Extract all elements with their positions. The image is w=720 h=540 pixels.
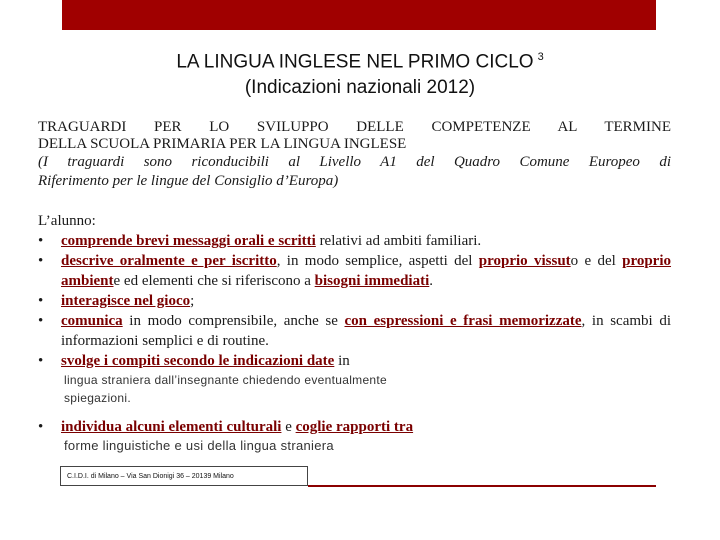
- note-line-1: (I traguardi sono riconducibili al Livello A1 del Quadro Comune Europeo di: [38, 154, 671, 170]
- intro-text: L’alunno:: [38, 213, 96, 229]
- list-item: • interagisce nel gioco;: [38, 293, 195, 309]
- bullet: •: [38, 293, 44, 309]
- heading-line-1: TRAGUARDI PER LO SVILUPPO DELLE COMPETENZE AL TERMINE: [38, 119, 671, 135]
- list-item: • descrive oralmente e per iscritto, in modo semplice, aspetti del proprio vissuto e del proprio ambiente ed elementi che si riferiscono a bisogni immediati.: [38, 253, 672, 289]
- bullet: •: [38, 313, 44, 329]
- bullet: •: [38, 419, 44, 435]
- title-line-2: (Indicazioni nazionali 2012): [244, 77, 476, 99]
- item-5-continuation-1: lingua straniera dall’insegnante chiedendo eventualmente: [64, 373, 388, 387]
- slide-number: 3: [537, 51, 544, 63]
- list-item: • comprende brevi messaggi orali e scritti relativi ad ambiti familiari.: [38, 233, 482, 249]
- top-accent-bar: [62, 0, 656, 30]
- competence-list-cont: [38, 417, 671, 437]
- bullet: •: [38, 253, 44, 269]
- note-line-2: Riferimento per le lingue del Consiglio d’Europa): [38, 173, 339, 189]
- list-item: • svolge i compiti secondo le indicazioni date in: [38, 353, 350, 369]
- footer-address: C.I.D.I. di Milano – Via San Dionigi 36 – 20139 Milano: [60, 466, 308, 486]
- item-6-continuation: forme linguistiche e usi della lingua straniera: [64, 438, 334, 453]
- footer-divider: [308, 485, 656, 487]
- slide-content: [38, 119, 671, 455]
- bullet: •: [38, 233, 44, 249]
- item-5-continuation-2: spiegazioni.: [64, 391, 131, 405]
- title-line-1: LA LINGUA INGLESE NEL PRIMO CICLO $^3$: [176, 51, 544, 73]
- bullet: •: [38, 353, 44, 369]
- slide-title: [0, 44, 720, 101]
- heading-line-2: DELLA SCUOLA PRIMARIA PER LA LINGUA INGLESE: [38, 136, 407, 152]
- competence-list: [38, 231, 671, 371]
- list-item: • individua alcuni elementi culturali e coglie rapporti tra: [38, 419, 414, 435]
- list-item: • comunica in modo comprensibile, anche se con espressioni e frasi memorizzate, in scambi di informazioni semplici e di routine.: [38, 313, 672, 349]
